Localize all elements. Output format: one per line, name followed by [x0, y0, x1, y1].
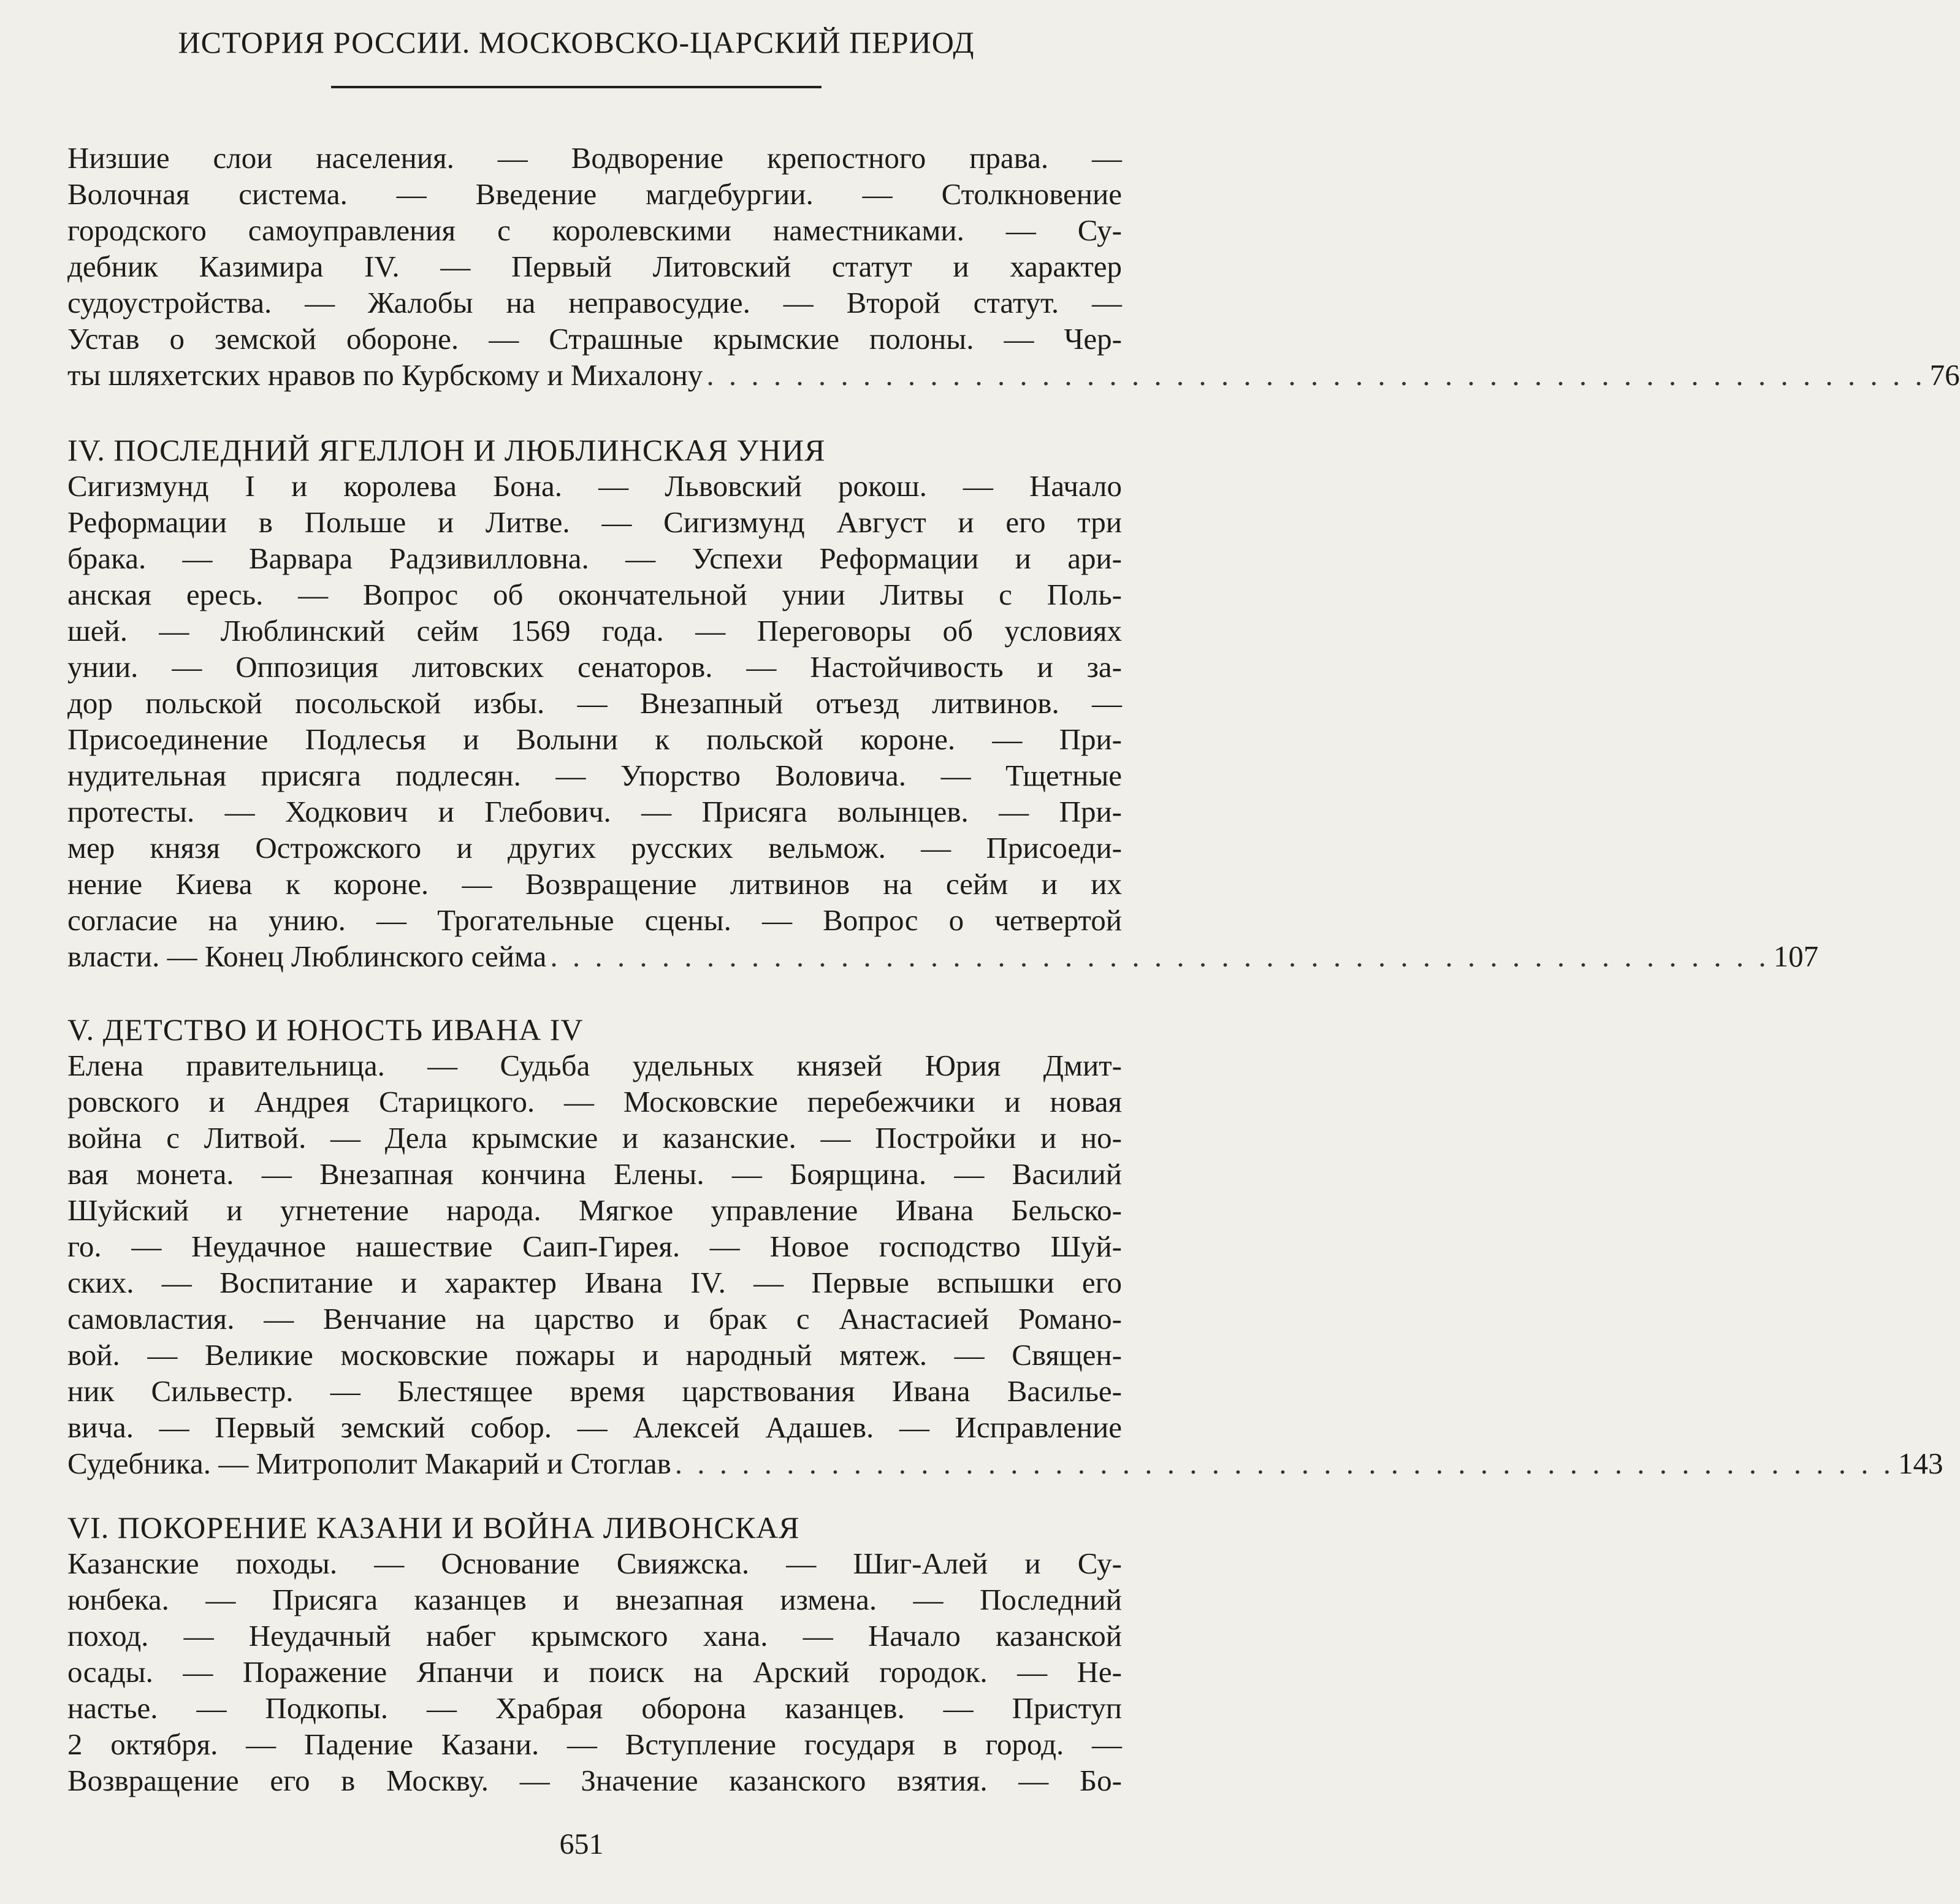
- toc-line: Возвращение его в Москву. — Значение казанского взятия. — Бо-: [67, 1764, 1122, 1797]
- toc-line: мер князя Острожского и других русских вельмож. — Присоеди-: [67, 831, 1122, 865]
- toc-line: унии. — Оппозиция литовских сенаторов. — Настойчивость и за-: [67, 650, 1122, 684]
- section-title: VI. ПОКОРЕНИЕ КАЗАНИ И ВОЙНА ЛИВОНСКАЯ: [67, 1510, 800, 1545]
- toc-section-vi: [67, 1510, 1122, 1799]
- toc-line: настье. — Подкопы. — Храбрая оборона казанцев. — Приступ: [67, 1691, 1122, 1725]
- toc-line: согласие на унию. — Трогательные сцены. — Вопрос о четвертой: [67, 903, 1122, 937]
- toc-line: го. — Неудачное нашествие Саип-Гирея. — Новое господство Шуй-: [67, 1229, 1122, 1263]
- dot-leader: . . . . . . . . . . . . . . . . . . . . . . . . . . . . . . . . . . . . . . . . . . . . . . . . . . . . . . .: [706, 358, 1926, 392]
- toc-page-ref: 143: [1898, 1447, 1943, 1480]
- page-number: 651: [559, 1828, 604, 1860]
- toc-line: Реформации в Польше и Литве. — Сигизмунд Август и его три: [67, 505, 1122, 539]
- toc-page-ref: 76: [1929, 358, 1960, 392]
- toc-line: ских. — Воспитание и характер Ивана IV. — Первые вспышки его: [67, 1266, 1122, 1299]
- toc-line: юнбека. — Присяга казанцев и внезапная измена. — Последний: [67, 1583, 1122, 1616]
- section-title: IV. ПОСЛЕДНИЙ ЯГЕЛЛОН И ЛЮБЛИНСКАЯ УНИЯ: [67, 433, 826, 467]
- toc-line: вая монета. — Внезапная кончина Елены. — Боярщина. — Василий: [67, 1157, 1122, 1191]
- toc-line: ник Сильвестр. — Блестящее время царствования Ивана Василье-: [67, 1374, 1122, 1408]
- toc-line: вой. — Великие московские пожары и народный мятеж. — Священ-: [67, 1338, 1122, 1372]
- toc-line: Устав о земской обороне. — Страшные крымские полоны. — Чер-: [67, 322, 1122, 356]
- toc-line: Судебника. — Митрополит Макарий и Стоглав: [67, 1447, 671, 1480]
- toc-line: ровского и Андрея Старицкого. — Московские перебежчики и новая: [67, 1085, 1122, 1118]
- toc-line: война с Литвой. — Дела крымские и казанские. — Постройки и но-: [67, 1121, 1122, 1155]
- toc-line: Елена правительница. — Судьба удельных князей Юрия Дмит-: [67, 1049, 1122, 1082]
- toc-line-with-page: [67, 357, 1960, 393]
- toc-line: самовластия. — Венчание на царство и брак с Анастасией Романо-: [67, 1302, 1122, 1336]
- dot-leader: . . . . . . . . . . . . . . . . . . . . . . . . . . . . . . . . . . . . . . . . . . . . . . . . . . . . . . .: [674, 1447, 1895, 1480]
- toc-line: 2 октября. — Падение Казани. — Вступление государя в город. —: [67, 1727, 1122, 1761]
- toc-line: ты шляхетских нравов по Курбскому и Михалону: [67, 358, 703, 392]
- toc-line: Низшие слои населения. — Водворение крепостного права. —: [67, 141, 1122, 175]
- toc-line: протесты. — Ходкович и Глебович. — Присяга волынцев. — При-: [67, 795, 1122, 828]
- toc-line: поход. — Неудачный набег крымского хана. — Начало казанской: [67, 1619, 1122, 1653]
- section-title: V. ДЕТСТВО И ЮНОСТЬ ИВАНА IV: [67, 1012, 584, 1047]
- toc-section-v: [67, 1012, 1943, 1482]
- toc-section-continuation: [67, 140, 1960, 393]
- toc-line: вича. — Первый земский собор. — Алексей Адашев. — Исправление: [67, 1410, 1122, 1444]
- dot-leader: . . . . . . . . . . . . . . . . . . . . . . . . . . . . . . . . . . . . . . . . . . . . . . . . . . . . . . .: [550, 939, 1770, 973]
- toc-line: Сигизмунд I и королева Бона. — Львовский рокош. — Начало: [67, 469, 1122, 503]
- running-title: ИСТОРИЯ РОССИИ. МОСКОВСКО-ЦАРСКИЙ ПЕРИОД: [178, 25, 975, 59]
- toc-line: брака. — Варвара Радзивилловна. — Успехи Реформации и ари-: [67, 541, 1122, 575]
- toc-line: Шуйский и угнетение народа. Мягкое управление Ивана Бельско-: [67, 1193, 1122, 1227]
- toc-line: Казанские походы. — Основание Свияжска. — Шиг-Алей и Су-: [67, 1547, 1122, 1580]
- toc-line: дор польской посольской избы. — Внезапный отъезд литвинов. —: [67, 686, 1122, 720]
- toc-line: судоустройства. — Жалобы на неправосудие. — Второй статут. —: [67, 286, 1122, 319]
- toc-line: Присоединение Подлесья и Волыни к польской короне. — При-: [67, 722, 1122, 756]
- toc-line: нение Киева к короне. — Возвращение литвинов на сейм и их: [67, 867, 1122, 901]
- toc-line: дебник Казимира IV. — Первый Литовский статут и характер: [67, 250, 1122, 283]
- toc-section-iv: [67, 432, 1819, 974]
- toc-line: осады. — Поражение Япанчи и поиск на Арский городок. — Не-: [67, 1655, 1122, 1689]
- toc-line: Волочная система. — Введение магдебургии. — Столкновение: [67, 177, 1122, 211]
- toc-line: городского самоуправления с королевскими наместниками. — Су-: [67, 213, 1122, 247]
- header-rule: [331, 86, 822, 88]
- toc-line-with-page: [67, 938, 1819, 974]
- toc-page-ref: 107: [1773, 939, 1819, 973]
- toc-line: нудительная присяга подлесян. — Упорство Воловича. — Тщетные: [67, 759, 1122, 792]
- toc-line: шей. — Люблинский сейм 1569 года. — Переговоры об условиях: [67, 614, 1122, 648]
- toc-line: власти. — Конец Люблинского сейма: [67, 939, 547, 973]
- toc-line: анская ересь. — Вопрос об окончательной унии Литвы с Поль-: [67, 578, 1122, 611]
- toc-line-with-page: [67, 1445, 1943, 1482]
